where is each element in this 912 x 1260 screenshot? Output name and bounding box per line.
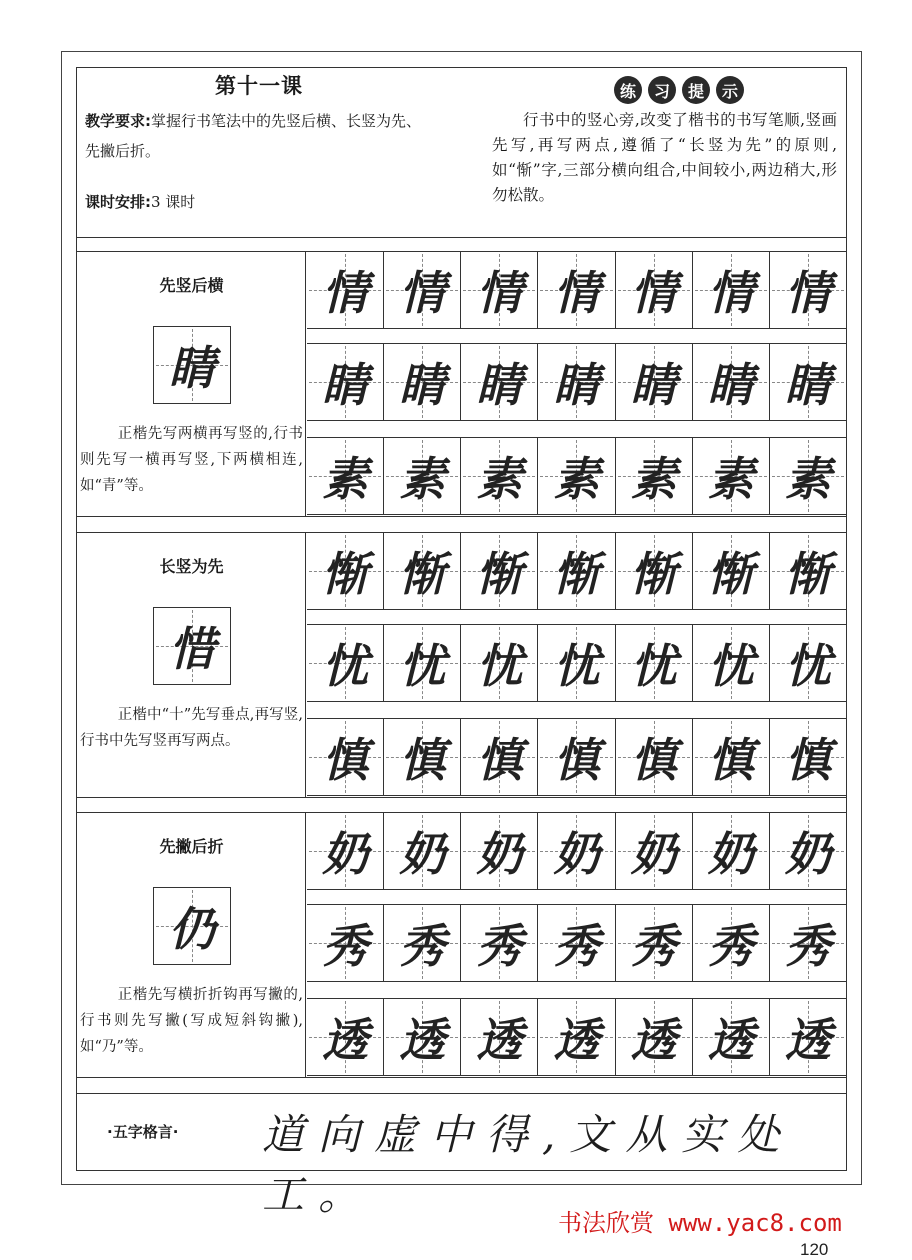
practice-character: 忧: [553, 639, 600, 693]
practice-character: 素: [476, 452, 523, 506]
practice-character: 睛: [784, 358, 831, 412]
practice-cell: [538, 719, 615, 795]
practice-character: 慎: [476, 733, 523, 787]
practice-row: [307, 343, 846, 421]
practice-character: 忧: [399, 639, 446, 693]
practice-cell: [461, 719, 538, 795]
practice-cell: [538, 438, 615, 514]
section-divider: [77, 797, 846, 798]
section-side-panel: [77, 251, 306, 516]
practice-character: 素: [784, 452, 831, 506]
practice-cell: [461, 905, 538, 981]
practice-character: 惭: [630, 547, 677, 601]
practice-cell: [616, 625, 693, 701]
practice-character: 忧: [707, 639, 754, 693]
practice-cell: [616, 905, 693, 981]
section-title: 先撇后折: [159, 837, 224, 856]
practice-character: 透: [630, 1013, 677, 1067]
practice-cell: [616, 533, 693, 609]
tip-badge-2: 习: [648, 76, 676, 104]
section-divider: [77, 1077, 846, 1078]
practice-cell: [461, 533, 538, 609]
section-divider: [77, 516, 846, 517]
practice-cell: [770, 438, 846, 514]
practice-cell: [538, 905, 615, 981]
practice-character: 忧: [784, 639, 831, 693]
practice-cell: [770, 905, 846, 981]
practice-character: 秀: [322, 919, 369, 973]
practice-character: 睛: [630, 358, 677, 412]
section-title: 长竖为先: [159, 557, 224, 576]
section-top-line: [77, 532, 846, 533]
practice-cell: [693, 252, 770, 328]
practice-cell: [538, 533, 615, 609]
practice-character: 秀: [784, 919, 831, 973]
practice-character: 奶: [553, 827, 600, 881]
section-top-line: [77, 251, 846, 252]
practice-character: 秀: [707, 919, 754, 973]
class-schedule: [85, 191, 195, 212]
practice-cell: [384, 813, 461, 889]
practice-character: 慎: [630, 733, 677, 787]
stroke-section-1: [77, 251, 846, 516]
practice-character: 忧: [630, 639, 677, 693]
practice-tips: [492, 68, 844, 237]
motto-text: 道向虚中得,文从实处工。: [262, 1110, 794, 1219]
watermark: 书法欣赏 www.yac8.com: [558, 1209, 842, 1237]
practice-character: 惭: [476, 547, 523, 601]
practice-character: 惭: [553, 547, 600, 601]
practice-character: 惭: [707, 547, 754, 601]
practice-cell: [307, 625, 384, 701]
practice-character: 秀: [476, 919, 523, 973]
section-description: 正楷先写横折折钩再写撇的,行书则先写撇(写成短斜钩撇),如“乃”等。: [80, 987, 303, 1055]
practice-cell: [384, 533, 461, 609]
section-side-panel: [77, 812, 306, 1077]
practice-cell: [770, 252, 846, 328]
sample-character-box: [153, 607, 231, 685]
tip-badge-1: 练: [614, 76, 642, 104]
practice-character: 情: [553, 266, 600, 320]
practice-cell: [384, 344, 461, 420]
practice-character: 素: [630, 452, 677, 506]
practice-tips-heading: [614, 76, 744, 104]
practice-character: 惭: [322, 547, 369, 601]
practice-character: 秀: [399, 919, 446, 973]
practice-row: [307, 532, 846, 610]
practice-character: 奶: [399, 827, 446, 881]
practice-character: 睛: [553, 358, 600, 412]
motto-row: [77, 1093, 846, 1219]
sample-character: 惜: [169, 622, 215, 676]
stroke-section-2: [77, 532, 846, 797]
practice-character: 忧: [476, 639, 523, 693]
practice-cell: [693, 905, 770, 981]
schedule-text: 3 课时: [151, 193, 196, 211]
practice-cell: [307, 438, 384, 514]
section-side-panel: [77, 532, 306, 797]
practice-character: 奶: [707, 827, 754, 881]
practice-character: 素: [399, 452, 446, 506]
practice-cell: [770, 719, 846, 795]
divider: [77, 237, 846, 238]
practice-cell: [616, 438, 693, 514]
practice-character: 素: [553, 452, 600, 506]
practice-cell: [693, 344, 770, 420]
practice-cell: [538, 344, 615, 420]
practice-character: 素: [707, 452, 754, 506]
practice-character: 惭: [399, 547, 446, 601]
practice-character: 情: [784, 266, 831, 320]
practice-cell: [770, 813, 846, 889]
practice-cell: [693, 719, 770, 795]
practice-cell: [461, 252, 538, 328]
practice-cell: [461, 813, 538, 889]
section-top-line: [77, 812, 846, 813]
practice-character: 奶: [630, 827, 677, 881]
practice-character: 睛: [707, 358, 754, 412]
practice-cell: [384, 438, 461, 514]
practice-row: [307, 718, 846, 796]
teaching-requirement: [85, 106, 435, 166]
tip-text: 行书中的竖心旁,改变了楷书的书写笔顺,竖画先写,再写两点,遵循了“长竖为先”的原则,如“惭”字,三部分横向组合,中间较小,两边稍大,形勿松散。: [492, 111, 837, 204]
practice-cell: [461, 344, 538, 420]
practice-character: 慎: [399, 733, 446, 787]
practice-cell: [307, 252, 384, 328]
practice-character: 情: [476, 266, 523, 320]
practice-character: 情: [322, 266, 369, 320]
practice-cell: [461, 999, 538, 1075]
practice-cell: [461, 625, 538, 701]
requirement-label: 教学要求:: [85, 112, 151, 130]
practice-cell: [770, 999, 846, 1075]
practice-cell: [384, 625, 461, 701]
practice-character: 奶: [784, 827, 831, 881]
practice-cell: [616, 252, 693, 328]
practice-cell: [307, 999, 384, 1075]
practice-character: 慎: [784, 733, 831, 787]
practice-character: 透: [322, 1013, 369, 1067]
practice-cell: [307, 813, 384, 889]
practice-cell: [384, 905, 461, 981]
practice-character: 情: [399, 266, 446, 320]
practice-character: 透: [707, 1013, 754, 1067]
practice-character: 透: [476, 1013, 523, 1067]
lesson-title: 第十一课: [215, 74, 303, 98]
practice-character: 睛: [399, 358, 446, 412]
section-description: 正楷中“十”先写垂点,再写竖,行书中先写竖再写两点。: [80, 707, 303, 749]
practice-character: 素: [322, 452, 369, 506]
practice-cell: [693, 625, 770, 701]
practice-character: 奶: [476, 827, 523, 881]
motto-label: ·五字格言·: [107, 1123, 179, 1141]
practice-cell: [616, 813, 693, 889]
tip-badge-4: 示: [716, 76, 744, 104]
practice-cell: [307, 719, 384, 795]
practice-cell: [384, 719, 461, 795]
sample-character-box: [153, 887, 231, 965]
practice-cell: [538, 252, 615, 328]
sample-character-box: [153, 326, 231, 404]
practice-character: 透: [553, 1013, 600, 1067]
practice-cell: [384, 252, 461, 328]
practice-cell: [538, 999, 615, 1075]
tip-badge-3: 提: [682, 76, 710, 104]
practice-cell: [693, 999, 770, 1075]
requirement-text: 掌握行书笔法中的先竖后横、长竖为先、先撇后折。: [85, 112, 422, 160]
practice-cell: [770, 625, 846, 701]
practice-row: [307, 904, 846, 982]
section-title: 先竖后横: [159, 276, 224, 295]
stroke-section-3: [77, 812, 846, 1077]
practice-character: 情: [707, 266, 754, 320]
sample-character: 睛: [169, 341, 215, 395]
practice-row: [307, 624, 846, 702]
practice-character: 情: [630, 266, 677, 320]
practice-cell: [616, 344, 693, 420]
practice-row: [307, 812, 846, 890]
practice-cell: [384, 999, 461, 1075]
practice-cell: [616, 999, 693, 1075]
lesson-header: [77, 68, 846, 237]
practice-cell: [461, 438, 538, 514]
practice-cell: [307, 905, 384, 981]
schedule-label: 课时安排:: [85, 193, 151, 211]
practice-row: [307, 998, 846, 1076]
practice-character: 慎: [322, 733, 369, 787]
practice-cell: [693, 533, 770, 609]
practice-cell: [307, 344, 384, 420]
practice-character: 秀: [553, 919, 600, 973]
practice-cell: [307, 533, 384, 609]
practice-row: [307, 437, 846, 515]
practice-character: 惭: [784, 547, 831, 601]
practice-character: 慎: [707, 733, 754, 787]
practice-character: 奶: [322, 827, 369, 881]
practice-cell: [770, 533, 846, 609]
practice-cell: [693, 813, 770, 889]
section-description: 正楷先写两横再写竖的,行书则先写一横再写竖,下两横相连,如“青”等。: [80, 426, 303, 494]
practice-cell: [770, 344, 846, 420]
practice-character: 透: [784, 1013, 831, 1067]
page-number: 120: [800, 1240, 829, 1259]
practice-character: 透: [399, 1013, 446, 1067]
practice-cell: [538, 625, 615, 701]
practice-cell: [538, 813, 615, 889]
practice-cell: [616, 719, 693, 795]
practice-character: 睛: [322, 358, 369, 412]
practice-row: [307, 251, 846, 329]
practice-character: 慎: [553, 733, 600, 787]
sample-character: 仍: [169, 902, 215, 956]
practice-character: 睛: [476, 358, 523, 412]
lesson-info: [85, 68, 495, 237]
practice-cell: [693, 438, 770, 514]
practice-character: 忧: [322, 639, 369, 693]
practice-character: 秀: [630, 919, 677, 973]
